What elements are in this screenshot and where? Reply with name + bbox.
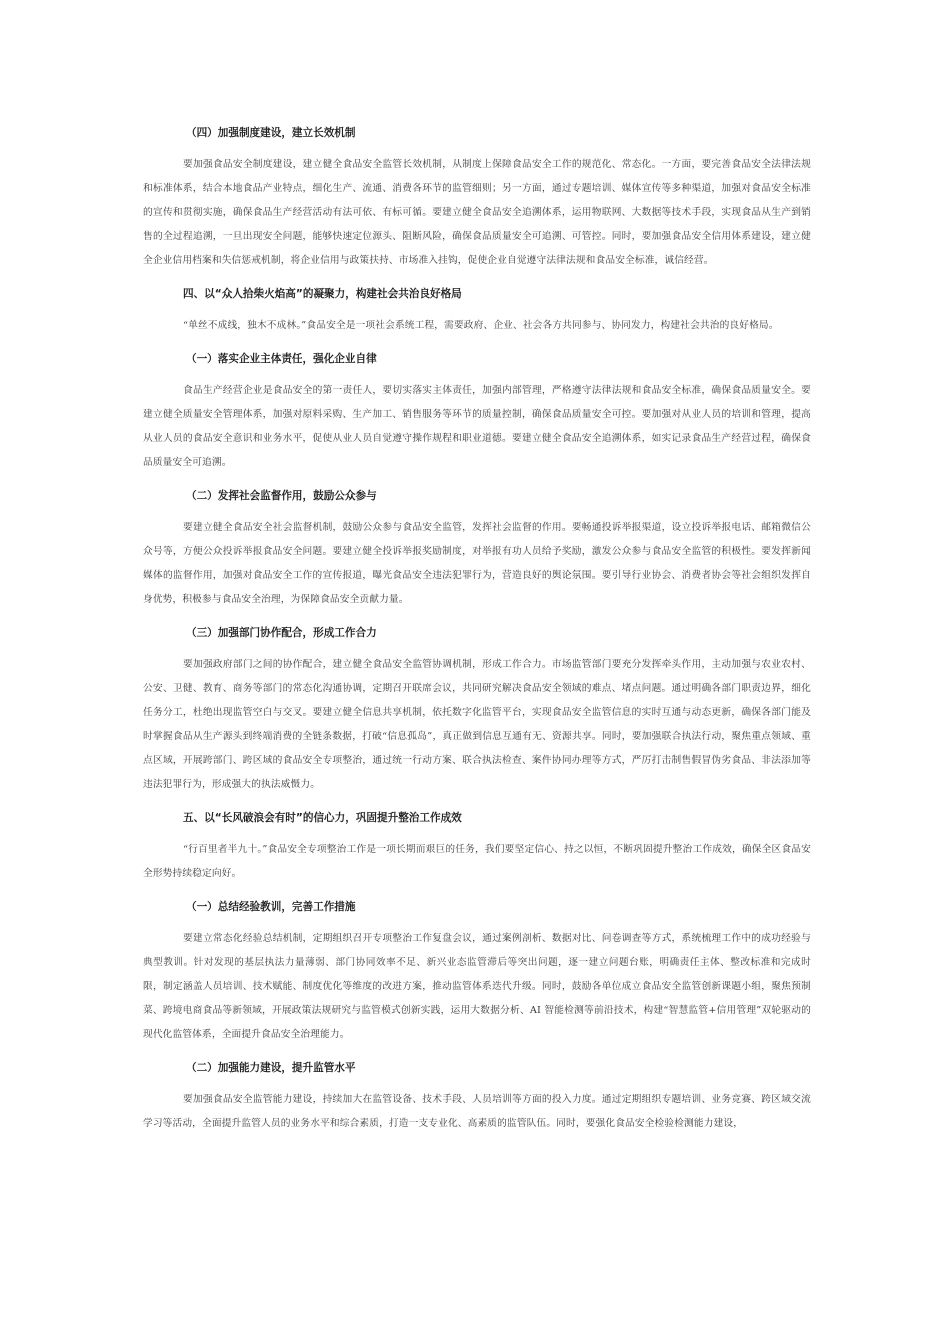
- subsection-heading: （一）落实企业主体责任，强化企业自律: [186, 353, 377, 365]
- paragraph: “单丝不成线，独木不成林。”食品安全是一项社会系统工程，需要政府、企业、社会各方共同参与、协同发力，构建社会共治的良好格局。: [183, 320, 779, 331]
- subsection-heading: （四）加强制度建设，建立长效机制: [186, 127, 356, 139]
- paragraph: 要加强政府部门之间的协作配合，建立健全食品安全监管协调机制，形成工作合力。市场监管部门要充分发挥牵头作用，主动加强与农业农村、公安、卫健、教育、商务等部门的常态化沟通协调，定期召开联席会议，共同研究解决食品安全领域的难点、堵点问题。通过明确各部门职责边界，细化任务分工，杜绝出现监管空白与交叉。要建立健全信息共享机制，依托数字化监管平台，实现食品安全监管信息的实时互通与动态更新，确保各部门能及时掌握食品从生产源头到终端消费的全链条数据，打破“信息孤岛”，真正做到信息互通有无、资源共享。同时，要加强联合执法行动，聚焦重点领域、重点区域，开展跨部门、跨区域的食品安全专项整治，通过统一行动方案、联合执法检查、案件协同办理等方式，严厉打击制售假冒伪劣食品、非法添加等违法犯罪行为，形成强大的执法威慑力。: [143, 659, 811, 790]
- section-heading: 四、以“众人拾柴火焰高”的凝聚力，构建社会共治良好格局: [183, 288, 462, 300]
- document-body: [143, 122, 811, 1146]
- section-heading: 五、以“长风破浪会有时”的信心力，巩固提升整治工作成效: [183, 812, 462, 824]
- paragraph: 要建立常态化经验总结机制，定期组织召开专项整治工作复盘会议，通过案例剖析、数据对比、问卷调查等方式，系统梳理工作中的成功经验与典型教训。针对发现的基层执法力量薄弱、部门协同效率不足、新兴业态监管滞后等突出问题，逐一建立问题台账，明确责任主体、整改标准和完成时限，制定涵盖人员培训、技术赋能、制度优化等维度的改进方案，推动监管体系迭代升级。同时，鼓励各单位成立食品安全监管创新课题小组，聚焦预制菜、跨境电商食品等新领域，开展政策法规研究与监管模式创新实践，运用大数据分析、AI 智能检测等前沿技术，构建“智慧监管+信用管理”双轮驱动的现代化监管体系，全面提升食品安全治理能力。: [143, 933, 811, 1040]
- paragraph: “行百里者半九十。”食品安全专项整治工作是一项长期而艰巨的任务，我们要坚定信心、持之以恒，不断巩固提升整治工作成效，确保全区食品安全形势持续稳定向好。: [143, 844, 811, 879]
- paragraph: 要加强食品安全制度建设，建立健全食品安全监管长效机制，从制度上保障食品安全工作的规范化、常态化。一方面，要完善食品安全法律法规和标准体系，结合本地食品产业特点，细化生产、流通、消费各环节的监管细则；另一方面，通过专题培训、媒体宣传等多种渠道，加强对食品安全标准的宣传和贯彻实施，确保食品生产经营活动有法可依、有标可循。要建立健全食品安全追溯体系，运用物联网、大数据等技术手段，实现食品从生产到销售的全过程追溯，一旦出现安全问题，能够快速定位源头、阻断风险，确保食品质量安全可追溯、可管控。同时，要加强食品安全信用体系建设，建立健全企业信用档案和失信惩戒机制，将企业信用与政策扶持、市场准入挂钩，促使企业自觉遵守法律法规和食品安全标准，诚信经营。: [143, 159, 811, 266]
- subsection-heading: （二）发挥社会监督作用，鼓励公众参与: [186, 490, 377, 502]
- paragraph: 食品生产经营企业是食品安全的第一责任人，要切实落实主体责任，加强内部管理，严格遵守法律法规和食品安全标准，确保食品质量安全。要建立健全质量安全管理体系，加强对原料采购、生产加工、销售服务等环节的质量控制，确保食品质量安全可控。要加强对从业人员的培训和管理，提高从业人员的食品安全意识和业务水平，促使从业人员自觉遵守操作规程和职业道德。要建立健全食品安全追溯体系，如实记录食品生产经营过程，确保食品质量安全可追溯。: [143, 385, 811, 468]
- paragraph: 要加强食品安全监管能力建设，持续加大在监管设备、技术手段、人员培训等方面的投入力度。通过定期组织专题培训、业务竞赛、跨区域交流学习等活动，全面提升监管人员的业务水平和综合素质，打造一支专业化、高素质的监管队伍。同时，要强化食品安全检验检测能力建设，: [143, 1094, 811, 1129]
- subsection-heading: （二）加强能力建设，提升监管水平: [186, 1062, 356, 1074]
- paragraph: 要建立健全食品安全社会监督机制，鼓励公众参与食品安全监管，发挥社会监督的作用。要畅通投诉举报渠道，设立投诉举报电话、邮箱微信公众号等，方便公众投诉举报食品安全问题。要建立健全投诉举报奖励制度，对举报有功人员给予奖励，激发公众参与食品安全监管的积极性。要发挥新闻媒体的监督作用，加强对食品安全工作的宣传报道，曝光食品安全违法犯罪行为，营造良好的舆论氛围。要引导行业协会、消费者协会等社会组织发挥自身优势，积极参与食品安全治理，为保障食品安全贡献力量。: [143, 522, 811, 605]
- subsection-heading: （三）加强部门协作配合，形成工作合力: [186, 627, 377, 639]
- subsection-heading: （一）总结经验教训，完善工作措施: [186, 901, 356, 913]
